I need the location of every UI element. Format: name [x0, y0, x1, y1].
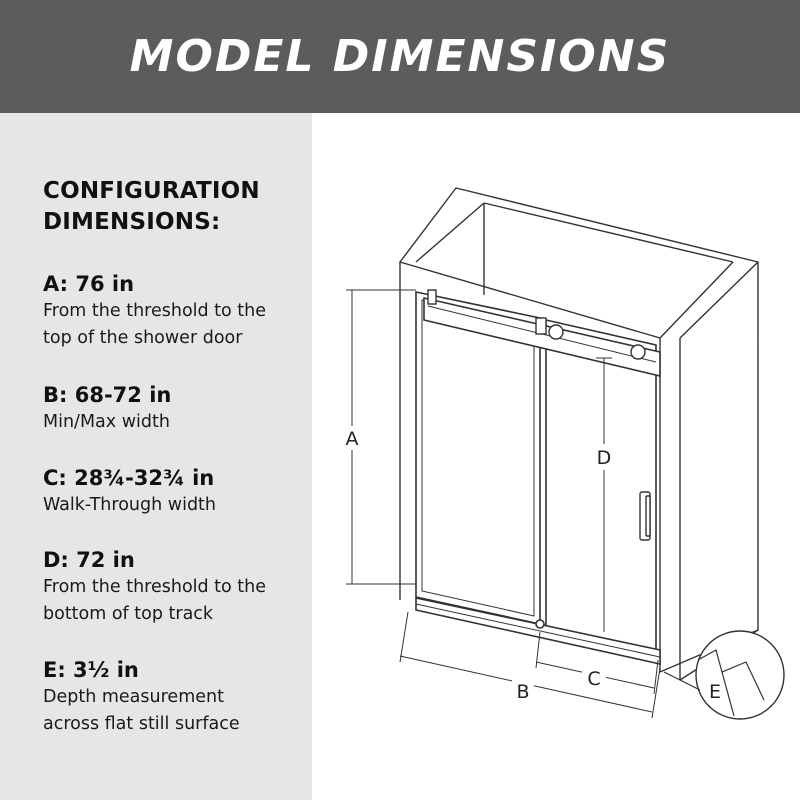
spec-a-desc-2: top of the shower door [43, 328, 243, 348]
bottom-guide [536, 620, 544, 628]
spec-b-label: B: 68-72 in [43, 383, 172, 407]
shower-drawing [312, 113, 800, 800]
config-heading [43, 176, 303, 238]
door-handle-bar [646, 496, 650, 536]
config-heading-line2: DIMENSIONS: [43, 209, 221, 235]
spec-d [43, 546, 308, 628]
dim-c-right-ext [654, 660, 658, 694]
spec-a-label: A: 76 in [43, 272, 135, 296]
spec-e-desc-2: across flat still surface [43, 714, 240, 734]
roller-2 [631, 345, 645, 359]
spec-e [43, 656, 308, 738]
dim-a-label: A [345, 428, 359, 450]
page-title: MODEL DIMENSIONS [129, 31, 671, 82]
config-heading-line1: CONFIGURATION [43, 178, 260, 204]
spec-e-desc-1: Depth measurement [43, 687, 224, 707]
page-header [0, 0, 800, 113]
track-bracket-left [428, 290, 436, 304]
spec-d-desc-2: bottom of top track [43, 604, 214, 624]
detail-e-circle [696, 631, 784, 719]
dim-b-left-ext [400, 612, 408, 662]
dim-b-label: B [516, 681, 530, 703]
spec-a-desc-1: From the threshold to the [43, 301, 267, 321]
spec-d-label: D: 72 in [43, 548, 135, 572]
spec-c-desc-1: Walk-Through width [43, 495, 217, 515]
dim-d-label: D [596, 447, 612, 469]
roller-1 [549, 325, 563, 339]
spec-c [43, 464, 308, 519]
spec-c-label: C: 28¾-32¾ in [43, 466, 215, 490]
spec-b-desc-1: Min/Max width [43, 412, 170, 432]
dim-c-label: C [587, 668, 601, 690]
dim-e-label: E [708, 681, 722, 703]
shower-diagram [312, 113, 800, 800]
spec-b [43, 381, 308, 436]
spec-d-desc-1: From the threshold to the [43, 577, 267, 597]
detail-e-pointer [664, 672, 700, 690]
spec-e-label: E: 3½ in [43, 658, 139, 682]
spec-a [43, 270, 308, 352]
track-bracket-mid [536, 318, 546, 334]
